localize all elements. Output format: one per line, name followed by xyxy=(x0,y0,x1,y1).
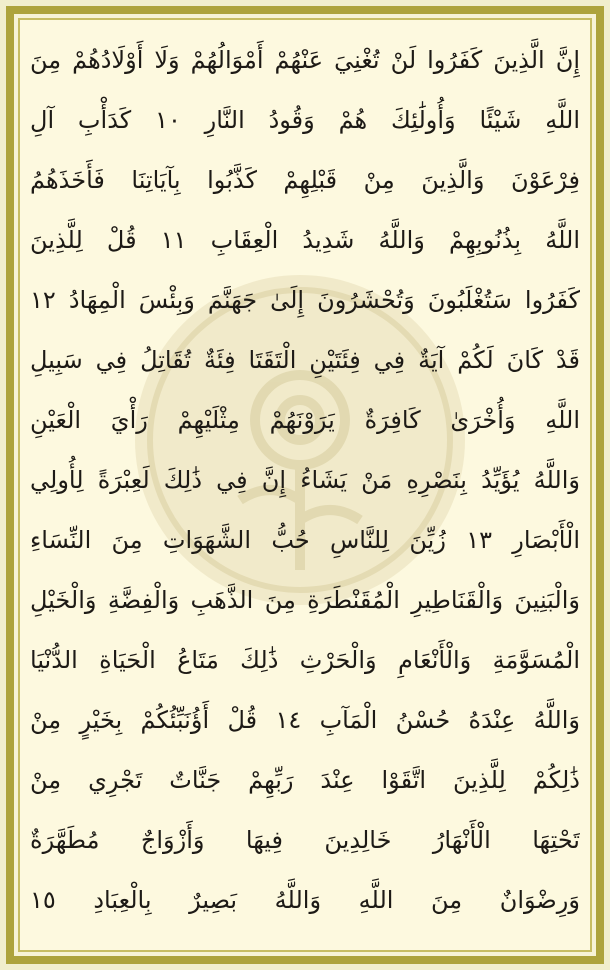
text-line: تَحْتِهَا الْأَنْهَارُ خَالِدِينَ فِيهَا وَأَزْوَاجٌ مُطَهَّرَةٌ xyxy=(30,826,580,854)
text-line: اللَّهُ بِذُنُوبِهِمْ وَاللَّهُ شَدِيدُ الْعِقَابِ ١١ قُلْ لِلَّذِينَ xyxy=(30,226,580,254)
text-line: اللَّهِ شَيْئًا وَأُولَٰئِكَ هُمْ وَقُودُ النَّارِ ١٠ كَدَأْبِ آلِ xyxy=(30,106,580,134)
text-line: الْمُسَوَّمَةِ وَالْأَنْعَامِ وَالْحَرْثِ ذَٰلِكَ مَتَاعُ الْحَيَاةِ الدُّنْيَا xyxy=(30,646,580,674)
text-line: وَاللَّهُ عِنْدَهُ حُسْنُ الْمَآبِ ١٤ قُلْ أَؤُنَبِّئُكُمْ بِخَيْرٍ مِنْ xyxy=(30,706,580,734)
text-line: اللَّهِ وَأُخْرَىٰ كَافِرَةٌ يَرَوْنَهُمْ مِثْلَيْهِمْ رَأْيَ الْعَيْنِ xyxy=(30,406,580,434)
text-line: الْأَبْصَارِ ١٣ زُيِّنَ لِلنَّاسِ حُبُّ الشَّهَوَاتِ مِنَ النِّسَاءِ xyxy=(30,526,580,554)
text-line: فِرْعَوْنَ وَالَّذِينَ مِنْ قَبْلِهِمْ كَذَّبُوا بِآيَاتِنَا فَأَخَذَهُمُ xyxy=(30,166,580,194)
text-line: ذَٰلِكُمْ لِلَّذِينَ اتَّقَوْا عِنْدَ رَبِّهِمْ جَنَّاتٌ تَجْرِي مِنْ xyxy=(30,766,580,794)
text-line: قَدْ كَانَ لَكُمْ آيَةٌ فِي فِئَتَيْنِ الْتَقَتَا فِئَةٌ تُقَاتِلُ فِي سَبِيلِ xyxy=(30,346,580,374)
text-line: إِنَّ الَّذِينَ كَفَرُوا لَنْ تُغْنِيَ عَنْهُمْ أَمْوَالُهُمْ وَلَا أَوْلَادُهُمْ مِنَ xyxy=(30,46,580,74)
page-text xyxy=(30,32,580,942)
text-line: وَرِضْوَانٌ مِنَ اللَّهِ وَاللَّهُ بَصِيرٌ بِالْعِبَادِ ١٥ xyxy=(30,886,580,914)
text-line: وَالْبَنِينَ وَالْقَنَاطِيرِ الْمُقَنْطَرَةِ مِنَ الذَّهَبِ وَالْفِضَّةِ وَالْخَيْلِ xyxy=(30,586,580,614)
text-line: كَفَرُوا سَتُغْلَبُونَ وَتُحْشَرُونَ إِلَىٰ جَهَنَّمَ وَبِئْسَ الْمِهَادُ ١٢ xyxy=(30,286,580,314)
text-line: وَاللَّهُ يُؤَيِّدُ بِنَصْرِهِ مَنْ يَشَاءُ إِنَّ فِي ذَٰلِكَ لَعِبْرَةً لِأُولِي xyxy=(30,466,580,494)
